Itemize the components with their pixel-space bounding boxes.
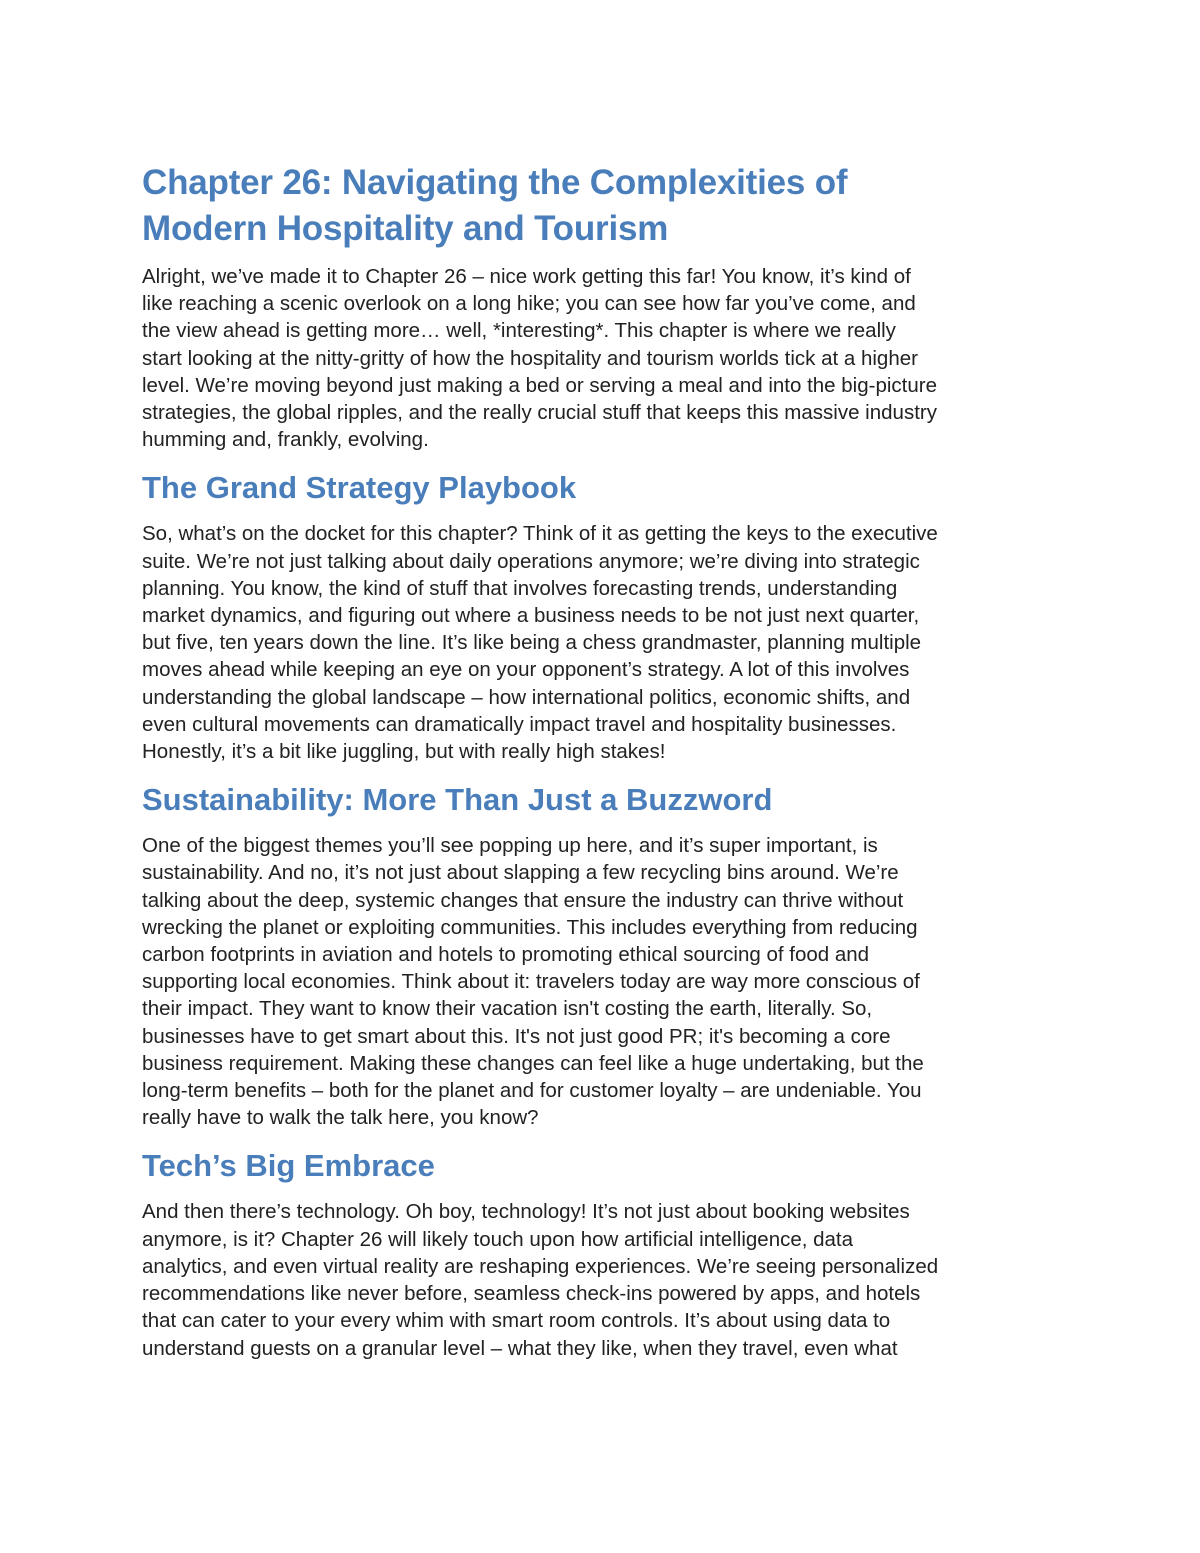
title-line: Chapter 26: Navigating the Complexities of bbox=[142, 163, 848, 202]
text-line: start looking at the nitty-gritty of how the hospitality and tourism worlds tick at a higher bbox=[142, 346, 918, 370]
page-title bbox=[142, 160, 1082, 252]
text-line: really have to walk the talk here, you know? bbox=[142, 1106, 539, 1130]
section-paragraph-tech bbox=[142, 1198, 1082, 1361]
text-line: So, what’s on the docket for this chapter? Think of it as getting the keys to the executive bbox=[142, 522, 938, 546]
text-line: even cultural movements can dramatically impact travel and hospitality businesses. bbox=[142, 712, 897, 736]
text-line: understanding the global landscape – how international politics, economic shifts, and bbox=[142, 685, 911, 709]
text-line: wrecking the planet or exploiting communities. This includes everything from reducing bbox=[142, 915, 918, 939]
text-line: strategies, the global ripples, and the really crucial stuff that keeps this massive industry bbox=[142, 401, 937, 425]
text-line: level. We’re moving beyond just making a bed or serving a meal and into the big-picture bbox=[142, 373, 937, 397]
text-line: businesses have to get smart about this. It's not just good PR; it's becoming a core bbox=[142, 1024, 891, 1048]
text-line: their impact. They want to know their vacation isn't costing the earth, literally. So, bbox=[142, 997, 873, 1021]
text-line: carbon footprints in aviation and hotels to promoting ethical sourcing of food and bbox=[142, 943, 870, 967]
text-line: moves ahead while keeping an eye on your opponent’s strategy. A lot of this involves bbox=[142, 658, 910, 682]
text-line: Alright, we’ve made it to Chapter 26 – nice work getting this far! You know, it’s kind of bbox=[142, 265, 911, 288]
section-heading-sustainability: Sustainability: More Than Just a Buzzword bbox=[142, 782, 773, 818]
document-page bbox=[142, 160, 1082, 1377]
text-line: supporting local economies. Think about it: travelers today are way more conscious of bbox=[142, 970, 920, 994]
intro-paragraph bbox=[142, 263, 1082, 453]
text-line: One of the biggest themes you’ll see popping up here, and it’s super important, is bbox=[142, 834, 878, 858]
text-line: suite. We’re not just talking about daily operations anymore; we’re diving into strategic bbox=[142, 549, 920, 573]
section-heading-tech: Tech’s Big Embrace bbox=[142, 1148, 435, 1184]
text-line: sustainability. And no, it’s not just about slapping a few recycling bins around. We’re bbox=[142, 861, 899, 885]
text-line: recommendations like never before, seamless check-ins powered by apps, and hotels bbox=[142, 1282, 921, 1306]
section-paragraph-strategy bbox=[142, 520, 1082, 765]
section-heading-strategy: The Grand Strategy Playbook bbox=[142, 470, 577, 506]
text-line: analytics, and even virtual reality are reshaping experiences. We’re seeing personalized bbox=[142, 1254, 939, 1278]
text-line: talking about the deep, systemic changes that ensure the industry can thrive without bbox=[142, 888, 904, 912]
text-line: planning. You know, the kind of stuff that involves forecasting trends, understanding bbox=[142, 576, 898, 600]
text-line: humming and, frankly, evolving. bbox=[142, 428, 429, 452]
text-line: like reaching a scenic overlook on a long hike; you can see how far you’ve come, and bbox=[142, 292, 916, 316]
text-line: business requirement. Making these changes can feel like a huge undertaking, but the bbox=[142, 1051, 924, 1075]
text-line: that can cater to your every whim with smart room controls. It’s about using data to bbox=[142, 1309, 891, 1333]
text-line: And then there’s technology. Oh boy, technology! It’s not just about booking websites bbox=[142, 1200, 910, 1224]
text-line: but five, ten years down the line. It’s like being a chess grandmaster, planning multiple bbox=[142, 631, 922, 655]
text-line: understand guests on a granular level – what they like, when they travel, even what bbox=[142, 1336, 898, 1360]
text-line: long-term benefits – both for the planet and for customer loyalty – are undeniable. You bbox=[142, 1079, 922, 1103]
title-line: Modern Hospitality and Tourism bbox=[142, 209, 669, 248]
text-line: the view ahead is getting more… well, *interesting*. This chapter is where we really bbox=[142, 319, 896, 343]
text-line: market dynamics, and figuring out where a business needs to be not just next quarter, bbox=[142, 604, 920, 628]
text-line: anymore, is it? Chapter 26 will likely touch upon how artificial intelligence, data bbox=[142, 1227, 854, 1251]
section-paragraph-sustainability bbox=[142, 832, 1082, 1131]
text-line: Honestly, it’s a bit like juggling, but with really high stakes! bbox=[142, 740, 666, 764]
